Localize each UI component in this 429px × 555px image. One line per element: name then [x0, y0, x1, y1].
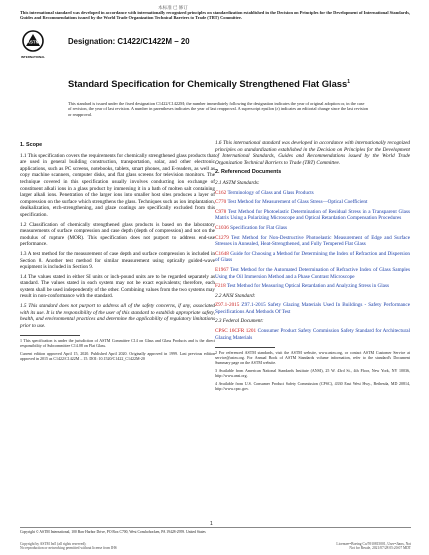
astm-reference[interactable] — [215, 235, 410, 248]
footnote-4: 4 Available from U.S. Consumer Product Safety Commission (CPSC), 4330 East West Hwy., Bethesda, MD 20814, http://www.cpsc.gov. — [215, 380, 410, 391]
reference-title-link[interactable]: Test Method for Non-Destructive Photoelastic Measurement of Edge and Surface Stresses in Annealed, Heat-Strengthened, and Fully Tempered Flat Glass — [215, 234, 410, 248]
astm-reference[interactable] — [215, 199, 410, 206]
reference-code-link[interactable]: C1036 — [215, 224, 229, 231]
page-number: 1 — [210, 521, 213, 527]
footnote-3: 3 Available from American National Standards Institute (ANSI), 25 W. 43rd St., 4th Floor, New York, NY 10036, http://www.ansi.org. — [215, 367, 410, 378]
reference-code-link[interactable]: C770 — [215, 199, 227, 206]
reference-title-link[interactable]: Guide for Choosing a Method for Determining the Index of Refraction and Dispersion of Glass — [215, 250, 411, 264]
scope-heading: 1. Scope — [20, 142, 43, 148]
astm-reference[interactable] — [215, 251, 410, 264]
paragraph-1-6: 1.6 This international standard was developed in accordance with internationally recognized principles on standardization established in the Decision on Principles for the Development of International Standards, Guides and Recommendations issued by the World Trade Organization Technical Barriers to Trade (TBT) Committee. — [215, 140, 410, 166]
federal-document-heading: 2.3 Federal Document: — [215, 318, 264, 325]
reference-title-link[interactable]: Test Method for Measuring Optical Retardation and Analyzing Stress in Glass — [226, 283, 390, 290]
license-right: Licensee=Boeing Co/5910815001, User=Jianx, Not Not for Resale, 2021/07/28 05:20:07 MDT — [336, 542, 411, 551]
astm-reference[interactable] — [215, 283, 410, 290]
license-left: Copyright by ASTM Int'l (all rights reserved); No reproduction or networking permitted without license from IHS — [20, 542, 117, 551]
reference-title-link[interactable]: Test Method for Photoelastic Determination of Residual Stress in a Transparent Glass Matrix Using a Polarizing Microscope and Optical Retardation Compensation Procedures — [215, 208, 410, 222]
footnote-divider — [20, 335, 80, 336]
astm-international-logo — [20, 30, 46, 63]
title-text: Standard Specification for Chemically Strengthened Flat Glass — [68, 78, 348, 90]
reference-title-link[interactable]: Z97.1-2015 Safety Glazing Materials Used In Buildings - Safety Performance Specifications And Methods Of Test — [215, 302, 410, 315]
reference-title-link[interactable]: Consumer Product Safety Commission Safety Standard for Architectural Glazing Materials — [215, 328, 411, 341]
paragraph-1-5: 1.5 This standard does not purport to address all of the safety concerns, if any, associated with its use. It is the responsibility of the user of this standard to establish appropriate safety, health, and environmental practices and determine the applicability of regulatory limitations prior to use. — [20, 303, 215, 329]
ansi-standard-heading: 2.2 ANSI Standard: — [215, 292, 256, 299]
astm-reference[interactable] — [215, 267, 410, 280]
paragraph-1-3: 1.3 A test method for the measurement of case depth and surface compression is included in Section 8. Another test method for similar measurement using optically guided-wave equipment is included in Section 9. — [20, 250, 215, 271]
paragraph-1-1: 1.1 This specification covers the requirements for chemically strengthened glass products that are used in general building construction, transportation, solar, and other electronic applications, such as PC screens, notebooks, tablets, smart phones, and E-readers, as well as copy machine scanners, computer disks, and flat glass screens for television monitors. The technique covered in this specification usually involves conducting ion exchange of constituent alkali ions in a glass product by immersing it in a bath of molten salt containing larger alkali ions. Penetration of the larger ions into smaller host sites produces a layer of compression on the surface which strengthens the glass. Techniques such as ion implantation, dealkalization, etch-strengthening, and glaze coatings are specifically excluded from this specification. — [20, 152, 215, 218]
left-column — [20, 140, 215, 365]
right-column — [215, 140, 410, 395]
referenced-documents-heading: 2. Referenced Documents — [215, 169, 282, 176]
revision-stamp: 本标准 已 修订 — [158, 5, 188, 10]
astm-standards-heading: 2.1 ASTM Standards: — [215, 179, 260, 186]
paragraph-1-2: 1.2 Classification of chemically strengthened glass products is based on the laboratory measurements of surface compression and case depth (depth of compression) and not on the modulus of rupture (MOR). This specification does not purport to address end-use performance. — [20, 221, 215, 248]
reference-title-link[interactable]: Test Method for the Automated Determination of Refractive Index of Glass Samples Using the Oil Immersion Method and a Phase Contrast Microscope — [215, 266, 410, 280]
reference-code-link[interactable]: E1967 — [215, 266, 229, 273]
reference-title-link[interactable]: Specification for Flat Glass — [230, 224, 288, 231]
preamble: This standard is issued under the fixed designation C1422/C1422M; the number immediately following the designation indicates the year of original adoption or, in the case of revision, the year of last revision. A number in parentheses indicates the year of last reapproval. A superscript epsilon (ε) indicates an editorial change since the last revision or reapproval. — [68, 101, 368, 117]
logo-subtext: INTERNATIONAL — [20, 55, 46, 59]
ansi-reference[interactable] — [215, 302, 410, 315]
reference-title-link[interactable]: Test Method for Measurement of Glass Stress—Optical Coefficient — [227, 199, 368, 206]
notice-text: This international standard was developed in accordance with internationally recognized principles on standardization established in the Decision on Principles for the Development of International Standards, Guides and Recommendations issued by the World Trade Organization Technical Barriers to Trade (TBT) Committee. — [20, 10, 411, 21]
reference-code-link[interactable]: C162 — [215, 189, 227, 196]
logo-text: ASTM — [26, 39, 40, 45]
federal-references-list — [215, 328, 410, 341]
footnote-1-edition: Current edition approved April 15, 2020. Published April 2020. Originally approved in 1999. Last previous edition approved in 2015 as C1422/C1422M – 15. DOI: 10.1520/C1422_C1422M-20 — [20, 351, 215, 362]
paragraph-1-4: 1.4 The values stated in either SI units or inch-pound units are to be regarded separately as standard. The values stated in each system may not be exact equivalents; therefore, each system shall be used independently of the other. Combining values from the two systems may result in non-conformance with the standard. — [20, 273, 215, 300]
reference-code-link[interactable]: Z97.1-2015 — [215, 302, 240, 309]
document-title — [68, 77, 368, 90]
astm-references-list — [215, 190, 410, 290]
footnote-2: 2 For referenced ASTM standards, visit the ASTM website, www.astm.org, or contact ASTM Customer Service at service@astm.org. For Annual Book of ASTM Standards volume information, refer to the standard's Document Summary page on the ASTM website. — [215, 350, 410, 366]
reference-code-link[interactable]: C978 — [215, 208, 227, 215]
footnote-1: 1 This specification is under the jurisdiction of ASTM Committee C14 on Glass and Glass Products and is the direct responsibility of Subcommittee C14.08 on Flat Glass. — [20, 338, 215, 349]
reference-title-link[interactable]: Terminology of Glass and Glass Products — [227, 189, 314, 196]
reference-code-link[interactable]: F218 — [215, 283, 226, 290]
astm-reference[interactable] — [215, 209, 410, 222]
reference-code-link[interactable]: CPSC 16CFR 1201 — [215, 328, 257, 335]
reference-code-link[interactable]: C1648 — [215, 250, 229, 257]
federal-reference[interactable] — [215, 328, 410, 341]
reference-code-link[interactable]: C1279 — [215, 234, 229, 241]
ansi-references-list — [215, 302, 410, 315]
designation: Designation: C1422/C1422M − 20 — [68, 37, 190, 46]
standards-notice-banner — [20, 5, 411, 21]
astm-reference[interactable] — [215, 225, 410, 232]
copyright-line: Copyright © ASTM International, 100 Barr Harbor Drive, PO Box C700, West Conshohocken, PA 19428-2959. United States — [20, 527, 411, 535]
license-footer — [20, 542, 411, 551]
footnote-divider-right — [215, 347, 275, 348]
astm-reference[interactable] — [215, 190, 410, 197]
title-footnote-mark: 1 — [347, 79, 351, 85]
